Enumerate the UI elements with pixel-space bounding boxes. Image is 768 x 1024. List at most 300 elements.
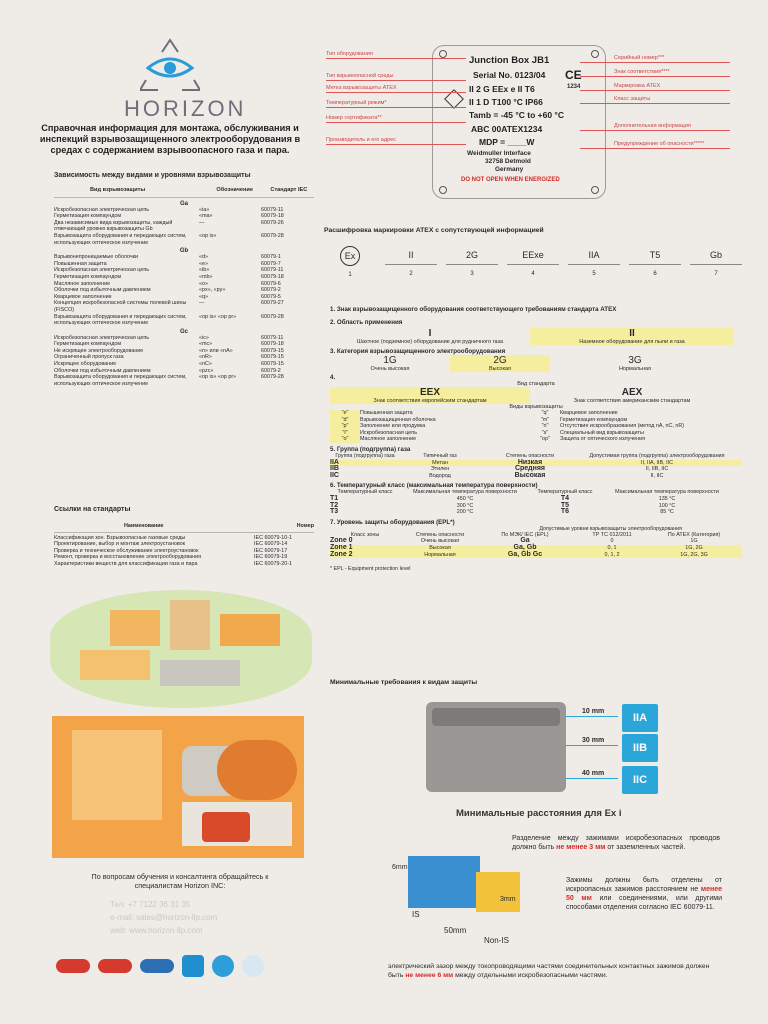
- atex-cell: [324, 246, 376, 278]
- atex-cell: [690, 246, 742, 277]
- protection-row: [330, 417, 530, 424]
- label-non-IS: Non-IS: [484, 936, 509, 945]
- table-cell: Повышенная защита: [54, 260, 107, 267]
- jb-marking-2: II 1 D T100 °C IP66: [469, 97, 543, 107]
- table-cell: 60079-18: [261, 213, 284, 220]
- table-cell: Водород: [429, 472, 451, 479]
- text-part: от заземленных частей.: [605, 844, 686, 851]
- iso-logo-icon: [56, 959, 90, 973]
- relation-table: [54, 187, 314, 387]
- table-cell: Проектирование, выбор и монтаж электроустановок: [54, 541, 186, 548]
- table-cell: «op is»: [199, 232, 217, 239]
- table-cell: Взрывозащита оборудования и передающих систем, использующих оптическое излучение: [54, 232, 187, 246]
- table-cell: «ma»: [199, 213, 213, 220]
- protection-code: "s": [541, 429, 549, 436]
- table-cell: «mc»: [199, 341, 213, 348]
- ex-i-text-2: [566, 876, 722, 912]
- table-cell: Концепция искробезопасной системы полевой шины (FISCO): [54, 300, 187, 313]
- col-header: Стандарт IEC: [270, 187, 308, 193]
- table-cell: 60079-11: [261, 267, 284, 274]
- standards-table: [54, 523, 314, 568]
- jb-title: Junction Box JB1: [469, 55, 550, 66]
- table-cell: Ga, Gb: [513, 543, 537, 551]
- protection-desc: Повышенная защита: [360, 410, 413, 416]
- atex-code: EExe: [507, 246, 559, 265]
- table-cell: IEC 60079-20-1: [254, 560, 293, 567]
- table-cell: «px», «py»: [199, 287, 226, 294]
- jb-leader-line: [326, 107, 466, 108]
- table-row: [54, 368, 314, 375]
- text-part: электрический зазор между токопроводящими частями соединительных контактных зажимов должен быть: [388, 963, 710, 979]
- table-cell: Проверка и техническое обслуживание электроустановок: [54, 547, 199, 554]
- table-cell: T5: [560, 501, 570, 509]
- page-title: Справочная информация для монтажа, обслуживания и инспекций взрывозащищенного электрооборудования в средах с содержанием взрывоопасного газа и пара.: [39, 123, 301, 155]
- category-3G-desc: Нормальная: [618, 366, 652, 372]
- protection-row: [530, 423, 734, 430]
- table-cell: 135 °C: [658, 495, 676, 502]
- ex-i-text-1: [512, 834, 720, 852]
- decode-item-1: 1. Знак взрывозащищенного оборудования соответствующего требованиям стандарта ATEX: [330, 306, 617, 313]
- table-cell: 1G: [690, 538, 698, 545]
- table-cell: Ограниченный пропуск газа: [54, 354, 124, 361]
- table-header-cell: Температурный класс: [337, 489, 393, 496]
- jb-warning: DO NOT OPEN WHEN ENERGIZED: [461, 177, 560, 183]
- distance-10mm: 10 mm: [582, 708, 605, 715]
- jb-temperature: Tamb = -45 °C to +60 °C: [469, 110, 564, 120]
- atex-number: 4: [531, 271, 535, 277]
- protection-desc: Кварцевое заполнение: [560, 410, 618, 416]
- protection-code: "d": [330, 417, 360, 424]
- table-cell: 60079-11: [261, 206, 284, 213]
- table-cell: Средняя: [514, 465, 546, 473]
- eex-mark: EEX: [419, 387, 440, 398]
- jb-manufacturer-city: 32758 Detmold: [485, 158, 531, 165]
- table-row: [330, 503, 742, 510]
- table-cell: 60079-7: [261, 260, 281, 267]
- table-cell: IEC 60079-14: [254, 541, 288, 548]
- contact-web[interactable]: web: www.horizon-llp.com: [110, 926, 203, 935]
- table-cell: «ib»: [199, 267, 210, 274]
- text-part: между отдельными искробезопасными частями.: [453, 972, 608, 979]
- table-cell: T2: [330, 501, 339, 509]
- epl-note: * EPL - Equipment protection level: [330, 566, 411, 573]
- protection-desc: Взрывозащищенная оболочка: [360, 416, 436, 423]
- table-row: [54, 335, 314, 342]
- dim-50mm: 50mm: [444, 926, 467, 935]
- category-3G: 3G: [628, 355, 642, 366]
- table-cell: II, IIB, IIC: [645, 466, 669, 473]
- table-row: [54, 261, 314, 268]
- table-cell: 60079-18: [261, 341, 284, 348]
- atex-code: Ex: [340, 246, 360, 266]
- table-cell: 60079-15: [261, 347, 284, 354]
- jb-manufacturer: Weidmuller Interface: [467, 150, 531, 157]
- dim-3mm: 3mm: [500, 896, 516, 903]
- protection-desc: Заполнение или продувка: [360, 423, 426, 430]
- table-cell: Классификация зон. Взрывоопасные газовые среды: [54, 534, 186, 541]
- protection-code: "n": [541, 423, 549, 430]
- table-cell: IIB: [330, 465, 339, 473]
- table-row: [54, 233, 314, 246]
- ex-i-title: Минимальные расстояния для Ex i: [456, 808, 622, 819]
- protection-row: [530, 436, 734, 443]
- decode-section: [330, 306, 742, 572]
- group-I: I: [428, 328, 432, 339]
- table-cell: Не искрящее электрооборудование: [54, 347, 144, 354]
- table-cell: Высокая: [514, 471, 546, 479]
- plant-illustration: [50, 590, 312, 708]
- jb-right-label: Класс защиты: [614, 96, 651, 102]
- protection-types-label: Виды взрывозащиты: [509, 404, 563, 410]
- atex-number: 1: [348, 272, 352, 278]
- aex-mark: AEX: [621, 387, 643, 398]
- atex-code: T5: [629, 246, 681, 265]
- table-header-row: [330, 532, 742, 539]
- table-header-cell: Температурный класс: [537, 489, 593, 496]
- table-row: [54, 374, 314, 387]
- text-part: или соединениями, или другими способами отделения согласно IEC 60079-11.: [566, 895, 722, 911]
- jb-leader-line: [580, 103, 730, 104]
- certification-logos: [56, 954, 306, 978]
- protection-row: [330, 423, 530, 430]
- table-cell: Взрывозащита оборудования и передающих систем, использующих оптическое излучение: [54, 313, 187, 327]
- protection-code: "i": [330, 430, 360, 437]
- table-row: [330, 509, 742, 516]
- jb-leader-line: [580, 90, 730, 91]
- table-row: [54, 561, 314, 568]
- table-row: [54, 341, 314, 348]
- protection-code: "m": [540, 416, 550, 423]
- protection-desc: Герметизация компаундом: [560, 416, 628, 423]
- table-header-cell: Класс зоны: [350, 531, 380, 538]
- table-cell: 100 °C: [658, 502, 676, 509]
- table-cell: Герметизация компаундом: [54, 273, 122, 280]
- nonis-terminal-block: [476, 872, 520, 912]
- table-cell: Оболочки под избыточным давлением: [54, 287, 151, 294]
- table-header-cell: Группа (подгруппа) газа: [335, 452, 395, 459]
- is-terminal-block: [408, 856, 480, 908]
- jb-left-label: Производитель и его адрес: [326, 137, 396, 143]
- jb-certificate: ABC 00ATEX1234: [471, 124, 543, 134]
- table-cell: —: [199, 219, 205, 226]
- text-highlight: менее 50 мм: [566, 886, 722, 902]
- atex-code: IIA: [568, 246, 620, 265]
- jb-leader-line: [580, 76, 730, 77]
- table-row: [54, 361, 314, 368]
- atex-code: 2G: [446, 246, 498, 265]
- table-header-cell: Типичный газ: [423, 452, 457, 459]
- table-row: [330, 473, 742, 480]
- jb-left-label: Номер сертификата**: [326, 115, 382, 121]
- table-cell: T6: [560, 508, 570, 516]
- atex-number: 2: [409, 271, 413, 277]
- compex-logo-icon: [182, 955, 204, 977]
- table-header-cell: ТР ТС 012/2011: [592, 531, 632, 538]
- table-cell: «nC»: [199, 361, 212, 368]
- table-cell: 60079-15: [261, 354, 284, 361]
- table-cell: «ic»: [199, 334, 209, 341]
- table-cell: 60079-26: [261, 219, 284, 226]
- table-row: [330, 552, 742, 559]
- table-cell: Метан: [432, 459, 448, 466]
- table-cell: Ga: [520, 537, 530, 545]
- protection-row: [330, 436, 530, 443]
- protection-desc: Масляное заполнение: [360, 436, 417, 443]
- table-cell: Характеристики веществ для классификации газа и пара: [54, 560, 198, 567]
- table-cell: Очень высокая: [420, 538, 460, 545]
- table-cell: 0, 1, 2: [604, 551, 620, 558]
- jb-right-label: Дополнительная информация: [614, 123, 691, 129]
- table-cell: Герметизация компаундом: [54, 213, 122, 220]
- ce-mark: CE: [565, 68, 582, 82]
- table-cell: IEC 60079-10-1: [254, 534, 293, 541]
- brand-name: HORIZON: [124, 96, 247, 121]
- table-row: [54, 554, 314, 561]
- protection-code: "e": [330, 410, 360, 417]
- atex-code: II: [385, 246, 437, 265]
- atex-number: 3: [470, 271, 474, 277]
- dim-line: [566, 778, 618, 779]
- decode-item-5: 5. Группа (подгруппа) газа: [330, 445, 411, 453]
- protection-desc: Защита от оптического излучения: [560, 436, 646, 443]
- protection-code: "p": [330, 423, 360, 430]
- table-cell: 60079-15: [261, 361, 284, 368]
- table-cell: 0: [610, 538, 614, 545]
- contact-email[interactable]: e-mail: sales@horizon-llp.com: [110, 913, 218, 922]
- table-header-cell: Степень опасности: [415, 531, 465, 538]
- enclosure-image: [426, 702, 566, 792]
- minreq-heading: Минимальные требования к видам защиты: [330, 679, 478, 686]
- table-cell: «e»: [199, 260, 208, 267]
- table-cell: 60079-5: [261, 293, 281, 300]
- table-cell: Масляное заполнение: [54, 280, 111, 287]
- table-cell: T4: [560, 494, 570, 502]
- table-row: [330, 496, 742, 503]
- table-cell: II, IIC: [650, 472, 664, 479]
- category-1G: 1G: [383, 355, 397, 366]
- table-cell: Нормальная: [424, 551, 456, 558]
- atex-cell: [446, 246, 498, 277]
- table-row: [54, 535, 314, 542]
- jb-manufacturer-country: Germany: [495, 166, 524, 173]
- table-cell: —: [199, 300, 205, 307]
- standard-type-label: Вид стандарта: [517, 381, 555, 387]
- group-II: II: [629, 328, 635, 339]
- epl-header-top: Допустимые уровни взрывозащиты электрооборудования: [539, 525, 682, 532]
- label-IS: IS: [412, 910, 420, 919]
- jb-left-label: Температурный режим*: [326, 100, 387, 106]
- contact-phone[interactable]: Тел: +7 7122 36 31 35: [110, 900, 191, 909]
- ce-number: 1234: [567, 84, 581, 90]
- table-cell: 60079-6: [261, 280, 281, 287]
- jb-left-label: Метка взрывозащиты ATEX: [326, 85, 397, 91]
- dim-line: [566, 745, 618, 746]
- table-cell: T3: [330, 508, 339, 516]
- table-cell: Ga, Gb Gc: [507, 550, 543, 558]
- table-cell: 0, 1: [607, 544, 617, 551]
- col-header: Обозначение: [216, 187, 253, 193]
- jb-right-label: Знак соответствия****: [614, 69, 670, 75]
- table-cell: Искробезопасная электрическая цепь: [54, 206, 150, 213]
- table-cell: Ремонт, проверка и восстановление электрооборудования: [54, 554, 202, 561]
- text-highlight: не менее 3 мм: [556, 844, 606, 851]
- table-cell: 60079-11: [261, 334, 284, 341]
- table-row: [54, 541, 314, 548]
- atex-number: 7: [714, 271, 718, 277]
- table-cell: Искрящее оборудование: [54, 361, 117, 368]
- atex-heading: Расшифровка маркировки ATEX с сопутствующей информацией: [324, 227, 544, 234]
- table-row: [54, 281, 314, 288]
- table-row: [54, 274, 314, 281]
- eex-desc: Знак соответствия европейским стандартам: [373, 398, 487, 404]
- table-cell: IEC 60079-19: [254, 554, 288, 561]
- table-cell: «op is» «op pr»: [199, 313, 237, 320]
- decode-item-2: 2. Область применения: [330, 319, 403, 326]
- decode-item-4: 4.: [330, 374, 336, 381]
- protection-code: "o": [330, 436, 360, 443]
- group-I-desc: Шахтное (подземное) оборудование для рудничного газа: [356, 339, 504, 345]
- table-cell: 200 °C: [456, 509, 474, 516]
- pill-IIB: IIB: [622, 734, 658, 762]
- table-cell: «n» или «nA»: [199, 347, 233, 354]
- table-row: [54, 354, 314, 361]
- table-cell: Высокая: [429, 544, 451, 551]
- eye-logo-icon: [140, 38, 200, 92]
- atex-cell: [568, 246, 620, 277]
- table-cell: Взрывонепроницаемые оболочки: [54, 254, 139, 261]
- table-cell: «ia»: [199, 206, 210, 213]
- protection-row: [530, 410, 734, 417]
- contacts-text: По вопросам обучения и консалтинга обращайтесь к специалистам Horizon INC:: [91, 872, 269, 890]
- jb-leader-line: [326, 92, 466, 93]
- jb-leader-line: [326, 58, 466, 59]
- table-cell: 60079-28: [261, 374, 284, 381]
- table-cell: Zone 0: [330, 537, 353, 545]
- jb-mdp: MDP = ____W: [479, 137, 535, 147]
- table-cell: Взрывозащита оборудования и передающих систем, использующих оптическое излучение: [54, 374, 187, 387]
- table-cell: Кварцевое заполнение: [54, 293, 112, 300]
- table-header-cell: По ATEX (Категория): [667, 531, 721, 538]
- protection-row: [530, 417, 734, 424]
- col-header: Номер: [296, 523, 314, 529]
- table-cell: 60079-18: [261, 273, 284, 280]
- dim-line: [566, 716, 618, 717]
- text-part: Разделение между зажимами искробезопасных проводов должно быть: [512, 835, 720, 851]
- table-cell: 60079-27: [261, 300, 284, 307]
- group-label: Gc: [179, 328, 188, 335]
- table-header-row: [330, 489, 742, 496]
- table-row: [330, 538, 742, 545]
- jb-right-label: Предупреждение об опасности*****: [614, 141, 705, 147]
- table-row: [54, 220, 314, 233]
- table-cell: 450 °C: [456, 495, 474, 502]
- zone-illustration: [52, 716, 304, 858]
- table-cell: II, IIA, IIB, IIC: [640, 459, 674, 466]
- table-cell: «mb»: [199, 273, 213, 280]
- category-1G-desc: Очень высокая: [370, 366, 410, 372]
- table-cell: «pzc»: [199, 367, 214, 374]
- table-cell: Низкая: [517, 458, 543, 466]
- pill-IIC: IIC: [622, 766, 658, 794]
- table-cell: 85 °C: [660, 509, 674, 516]
- table-cell: Герметизация компаундом: [54, 341, 122, 348]
- decode-item-3: 3. Категория взрывозащищенного электрооборудования: [330, 348, 506, 355]
- table-header-cell: Максимальная температура поверхности: [413, 489, 517, 496]
- table-row: [54, 287, 314, 294]
- table-row: [54, 207, 314, 214]
- jb-leader-line: [326, 144, 466, 145]
- table-cell: T1: [330, 494, 339, 502]
- table-cell: 60079-28: [261, 232, 284, 239]
- table-cell: IIA: [330, 458, 339, 466]
- table-cell: «o»: [199, 280, 208, 287]
- jb-leader-line: [326, 122, 466, 123]
- table-cell: Zone 2: [330, 550, 353, 558]
- group-label: Gb: [179, 248, 189, 255]
- table-cell: IIC: [330, 471, 339, 479]
- distance-30mm: 30 mm: [582, 737, 605, 744]
- aex-desc: Знак соответствия американским стандартам: [573, 398, 691, 404]
- atex-number: 6: [653, 271, 657, 277]
- iso-logo-icon: [98, 959, 132, 973]
- table-cell: IEC 60079-17: [254, 547, 288, 554]
- jb-marking-1: II 2 G EEx e II T6: [469, 84, 535, 94]
- protection-desc: Отсутствие искрообразования (метод nA, nC, nR): [560, 423, 685, 430]
- jb-left-label: Тип взрывоопасной среды: [326, 73, 394, 79]
- jb-serial: Serial No. 0123/04: [473, 70, 546, 80]
- table-row: [54, 267, 314, 274]
- table-row: [54, 300, 314, 313]
- table-cell: Этилен: [430, 466, 450, 473]
- category-2G: 2G: [493, 355, 507, 366]
- text-highlight: не менее 6 мм: [405, 972, 454, 979]
- ex-i-text-3: [388, 962, 722, 980]
- table-header-cell: Допустимая группа (подгруппа) электрооборудования: [589, 452, 725, 459]
- table-cell: 1G, 2G: [685, 544, 703, 551]
- dim-6mm: 6mm: [392, 864, 408, 871]
- table-header-cell: По МЭК/ IEC (EPL): [501, 531, 549, 538]
- table-cell: Искробезопасная электрическая цепь: [54, 267, 150, 274]
- decode-item-7: 7. Уровень защиты оборудования (EPL*): [330, 518, 455, 526]
- table-cell: «q»: [199, 293, 208, 300]
- group-label: Ga: [179, 200, 188, 207]
- protection-code: "op": [540, 436, 550, 443]
- protection-row: [530, 430, 734, 437]
- jb-leader-line: [580, 130, 730, 131]
- table-cell: «nR»: [199, 354, 212, 361]
- badge-logo-icon: [242, 955, 264, 977]
- protection-row: [330, 430, 530, 437]
- atex-cell: [385, 246, 437, 277]
- opito-logo-icon: [212, 955, 234, 977]
- relation-heading: Зависимость между видами и уровнями взрывозащиты: [54, 172, 251, 179]
- text-part: Зажимы должны быть отделены от искроопасных зажимов расстоянием не: [566, 877, 722, 893]
- pill-IIA: IIA: [622, 704, 658, 732]
- table-cell: «op is» «op pr»: [199, 374, 237, 381]
- table-row: [54, 254, 314, 261]
- category-2G-desc: Высокая: [488, 366, 512, 372]
- atex-cell: [507, 246, 559, 277]
- jb-right-label: Серийный номер***: [614, 55, 665, 61]
- protection-row: [330, 410, 530, 417]
- atex-code: Gb: [690, 246, 742, 265]
- atex-number: 5: [592, 271, 596, 277]
- protection-code: "q": [541, 410, 549, 416]
- group-II-desc: Наземное оборудование для пыли и газа: [579, 339, 685, 345]
- table-cell: «d»: [199, 254, 208, 261]
- jb-left-label: Тип оборудования: [326, 51, 373, 57]
- jb-leader-line: [326, 80, 466, 81]
